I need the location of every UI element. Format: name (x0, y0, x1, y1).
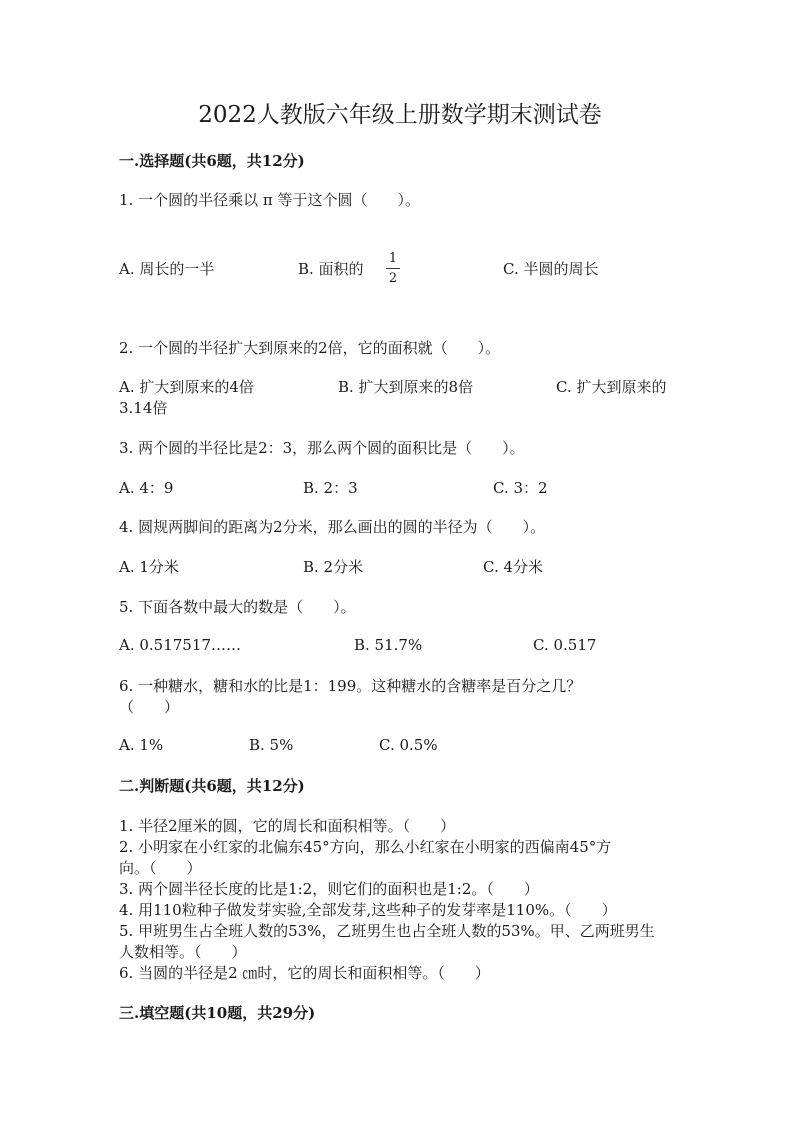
question-1: 1. 一个圆的半径乘以 π 等于这个圆（ ）。 (119, 191, 420, 209)
q1-option-b: B. 面积的 (298, 260, 364, 278)
judgment-line: 人数相等。（ ） (119, 943, 247, 961)
section-1-header: 一.选择题(共6题，共12分) (119, 152, 305, 170)
q6-option-c: C. 0.5% (379, 736, 438, 754)
q3-option-a: A. 4：9 (119, 479, 174, 497)
q5-option-c: C. 0.517 (533, 636, 597, 654)
question-4: 4. 圆规两脚间的距离为2分米，那么画出的圆的半径为（ ）。 (119, 518, 546, 536)
q4-option-a: A. 1分米 (119, 558, 179, 576)
judgment-line: 1. 半径2厘米的圆，它的周长和面积相等。（ ） (119, 817, 456, 835)
q4-option-b: B. 2分米 (303, 558, 364, 576)
q4-option-c: C. 4分米 (483, 558, 544, 576)
question-3: 3. 两个圆的半径比是2：3，那么两个圆的面积比是（ ）。 (119, 439, 525, 457)
judgment-line: 向。（ ） (119, 859, 202, 877)
fraction-one-half (386, 252, 400, 286)
judgment-line: 4. 用110粒种子做发芽实验,全部发芽,这些种子的发芽率是110%。（ ） (119, 901, 617, 919)
question-5: 5. 下面各数中最大的数是（ ）。 (119, 598, 356, 616)
q2-option-c: C. 扩大到原来的 (556, 378, 667, 396)
question-6-continued: （ ） (119, 698, 180, 716)
fraction-bar (386, 268, 400, 269)
q5-option-b: B. 51.7% (354, 636, 423, 654)
judgment-line: 3. 两个圆半径长度的比是1:2，则它们的面积也是1:2。（ ） (119, 880, 539, 898)
q6-option-b: B. 5% (249, 736, 294, 754)
q2-option-b: B. 扩大到原来的8倍 (338, 378, 474, 396)
q3-option-b: B. 2：3 (303, 479, 358, 497)
q3-option-c: C. 3：2 (493, 479, 548, 497)
question-2: 2. 一个圆的半径扩大到原来的2倍，它的面积就（ ）。 (119, 339, 501, 357)
q2-option-a: A. 扩大到原来的4倍 (119, 378, 254, 396)
q5-option-a: A. 0.517517…… (119, 636, 241, 654)
fraction-denominator: 2 (388, 271, 398, 286)
fraction-numerator: 1 (388, 251, 398, 266)
judgment-line: 6. 当圆的半径是2 ㎝时，它的周长和面积相等。（ ） (119, 964, 490, 982)
q6-option-a: A. 1% (119, 736, 164, 754)
judgment-line: 5. 甲班男生占全班人数的53%，乙班男生也占全班人数的53%。甲、乙两班男生 (119, 922, 655, 940)
q1-option-c: C. 半圆的周长 (503, 260, 599, 278)
page-title: 2022人教版六年级上册数学期末测试卷 (198, 102, 602, 128)
judgment-line: 2. 小明家在小红家的北偏东45°方向，那么小红家在小明家的西偏南45°方 (119, 838, 612, 856)
section-3-header: 三.填空题(共10题，共29分) (119, 1004, 316, 1022)
q2-option-c-continued: 3.14倍 (119, 399, 168, 417)
q1-option-a: A. 周长的一半 (119, 260, 215, 278)
question-6: 6. 一种糖水，糖和水的比是1：199。这种糖水的含糖率是百分之几？ (119, 677, 582, 695)
section-2-header: 二.判断题(共6题，共12分) (119, 777, 305, 795)
